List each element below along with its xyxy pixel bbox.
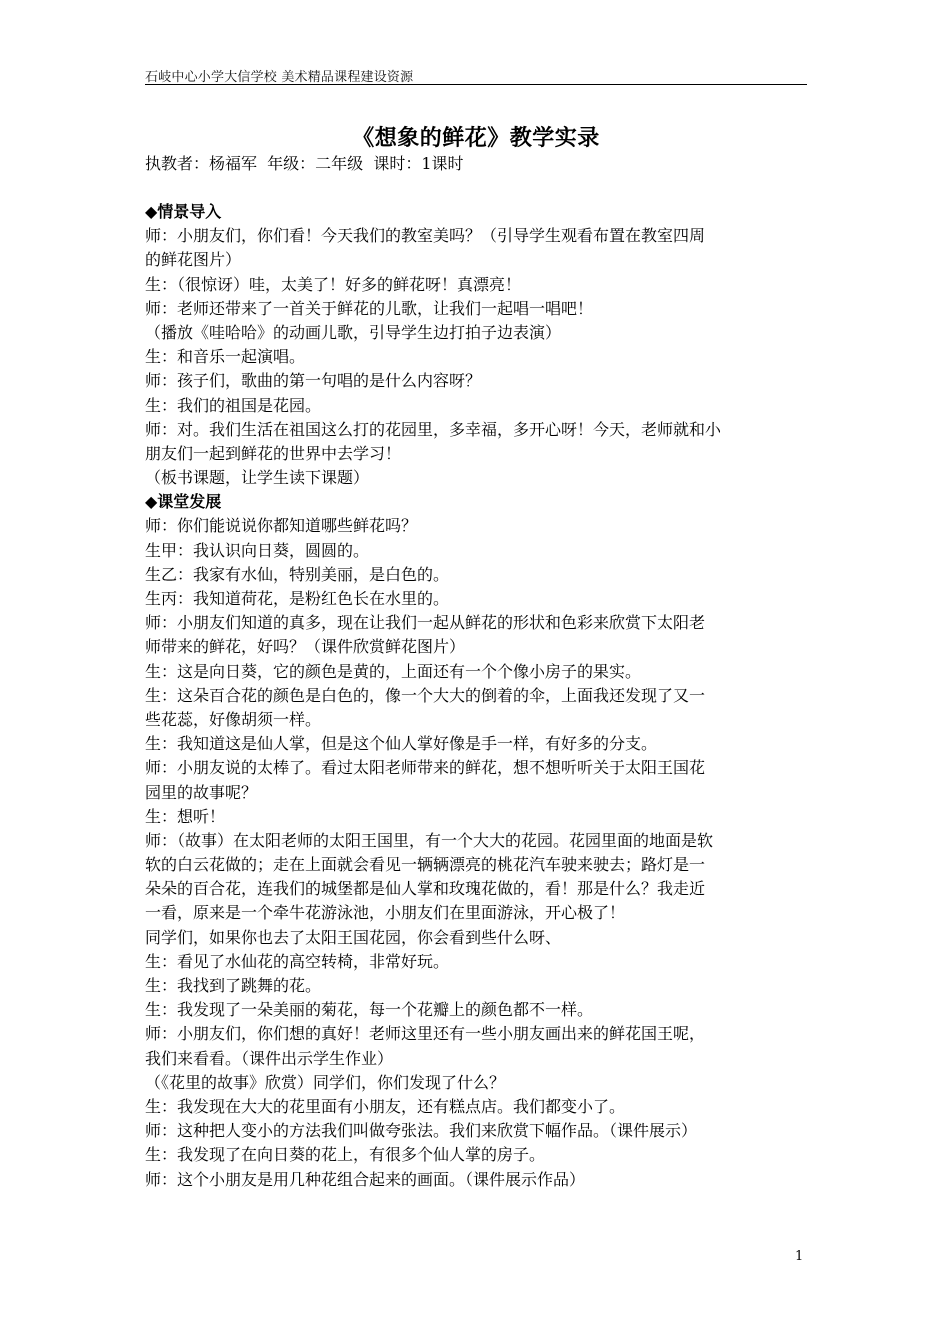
text-line: 生乙：我家有水仙，特别美丽，是白色的。 <box>145 564 450 584</box>
text-line: 园里的故事呢？ <box>145 782 258 802</box>
text-line: 师：（故事）在太阳老师的太阳王国里，有一个大大的花园。花园里面的地面是软 <box>145 830 714 850</box>
text-line: 同学们，如果你也去了太阳王国花园，你会看到些什么呀、 <box>145 927 562 947</box>
text-line: 的鲜花图片） <box>145 250 242 270</box>
text-line: 生：和音乐一起演唱。 <box>145 347 306 367</box>
text-line: 朵朵的百合花，连我们的城堡都是仙人掌和玫瑰花做的，看！那是什么？我走近 <box>145 879 706 899</box>
lesson-meta: 执教者：杨福军 年级：二年级 课时：1课时 <box>145 154 464 173</box>
text-line: 软的白云花做的；走在上面就会看见一辆辆漂亮的桃花汽车驶来驶去；路灯是一 <box>145 855 706 875</box>
text-line: 生丙：我知道荷花，是粉红色长在水里的。 <box>145 589 450 608</box>
text-line: 生：这是向日葵，它的颜色是黄的，上面还有一个个像小房子的果实。 <box>145 661 642 681</box>
text-line: 师：孩子们，歌曲的第一句唱的是什么内容呀？ <box>145 371 482 391</box>
text-line: 我们来看看。（课件出示学生作业） <box>145 1048 394 1068</box>
text-line: 师：小朋友们知道的真多，现在让我们一起从鲜花的形状和色彩来欣赏下太阳老 <box>145 613 706 633</box>
text-line: 生：我知道这是仙人掌，但是这个仙人掌好像是手一样，有好多的分支。 <box>145 734 658 754</box>
text-line: 生：这朵百合花的颜色是白色的，像一个大大的倒着的伞，上面我还发现了又一 <box>145 685 706 705</box>
section-heading: ◆情景导入 <box>145 202 222 221</box>
text-line: 生：我发现在大大的花里面有小朋友，还有糕点店。我们都变小了。 <box>145 1096 626 1116</box>
text-line: 生：我们的祖国是花园。 <box>145 395 322 415</box>
text-line: 生：想听！ <box>145 806 226 826</box>
text-line: 师：对。我们生活在祖国这么打的花园里，多幸福，多开心呀！今天，老师就和小 <box>145 419 722 439</box>
document-title: 《想象的鲜花》教学实录 <box>352 125 600 151</box>
text-line: 生：（很惊讶）哇，太美了！好多的鲜花呀！真漂亮！ <box>145 274 522 294</box>
text-line: 师：你们能说说你都知道哪些鲜花吗？ <box>145 516 418 536</box>
text-line: 生：我发现了一朵美丽的菊花，每一个花瓣上的颜色都不一样。 <box>145 1000 594 1020</box>
text-line: 师：小朋友们，你们看！今天我们的教室美吗？（引导学生观看布置在教室四周 <box>145 226 706 246</box>
page-header: 石岐中心小学大信学校 美术精品课程建设资源 <box>145 70 414 85</box>
text-line: 生：看见了水仙花的高空转椅，非常好玩。 <box>145 951 450 971</box>
text-line: 一看，原来是一个牵牛花游泳池，小朋友们在里面游泳，开心极了！ <box>145 903 626 923</box>
text-line: （播放《哇哈哈》的动画儿歌，引导学生边打拍子边表演） <box>145 322 562 342</box>
text-line: 师：小朋友们，你们想的真好！老师这里还有一些小朋友画出来的鲜花国王呢， <box>145 1024 706 1044</box>
text-line: 师：老师还带来了一首关于鲜花的儿歌，让我们一起唱一唱吧！ <box>145 298 594 318</box>
text-line: 师：这种把人变小的方法我们叫做夸张法。我们来欣赏下幅作品。（课件展示） <box>145 1121 698 1141</box>
text-line: 朋友们一起到鲜花的世界中去学习！ <box>145 443 402 463</box>
text-line: 生：我发现了在向日葵的花上，有很多个仙人掌的房子。 <box>145 1145 546 1165</box>
text-line: 师：这个小朋友是用几种花组合起来的画面。（课件展示作品） <box>145 1169 586 1189</box>
page-number: 1 <box>795 1249 804 1264</box>
document-body <box>145 200 807 1192</box>
text-line: 些花蕊，好像胡须一样。 <box>145 709 322 729</box>
text-line: 师带来的鲜花，好吗？（课件欣赏鲜花图片） <box>145 637 466 657</box>
text-line: 生甲：我认识向日葵，圆圆的。 <box>145 540 370 560</box>
text-line: 生：我找到了跳舞的花。 <box>145 976 322 995</box>
text-line: 师：小朋友说的太棒了。看过太阳老师带来的鲜花，想不想听听关于太阳王国花 <box>145 758 706 778</box>
header-divider <box>145 84 807 85</box>
section-heading: ◆课堂发展 <box>145 492 222 512</box>
text-line: （《花里的故事》欣赏）同学们，你们发现了什么？ <box>145 1072 506 1092</box>
text-line: （板书课题，让学生读下课题） <box>145 468 370 488</box>
